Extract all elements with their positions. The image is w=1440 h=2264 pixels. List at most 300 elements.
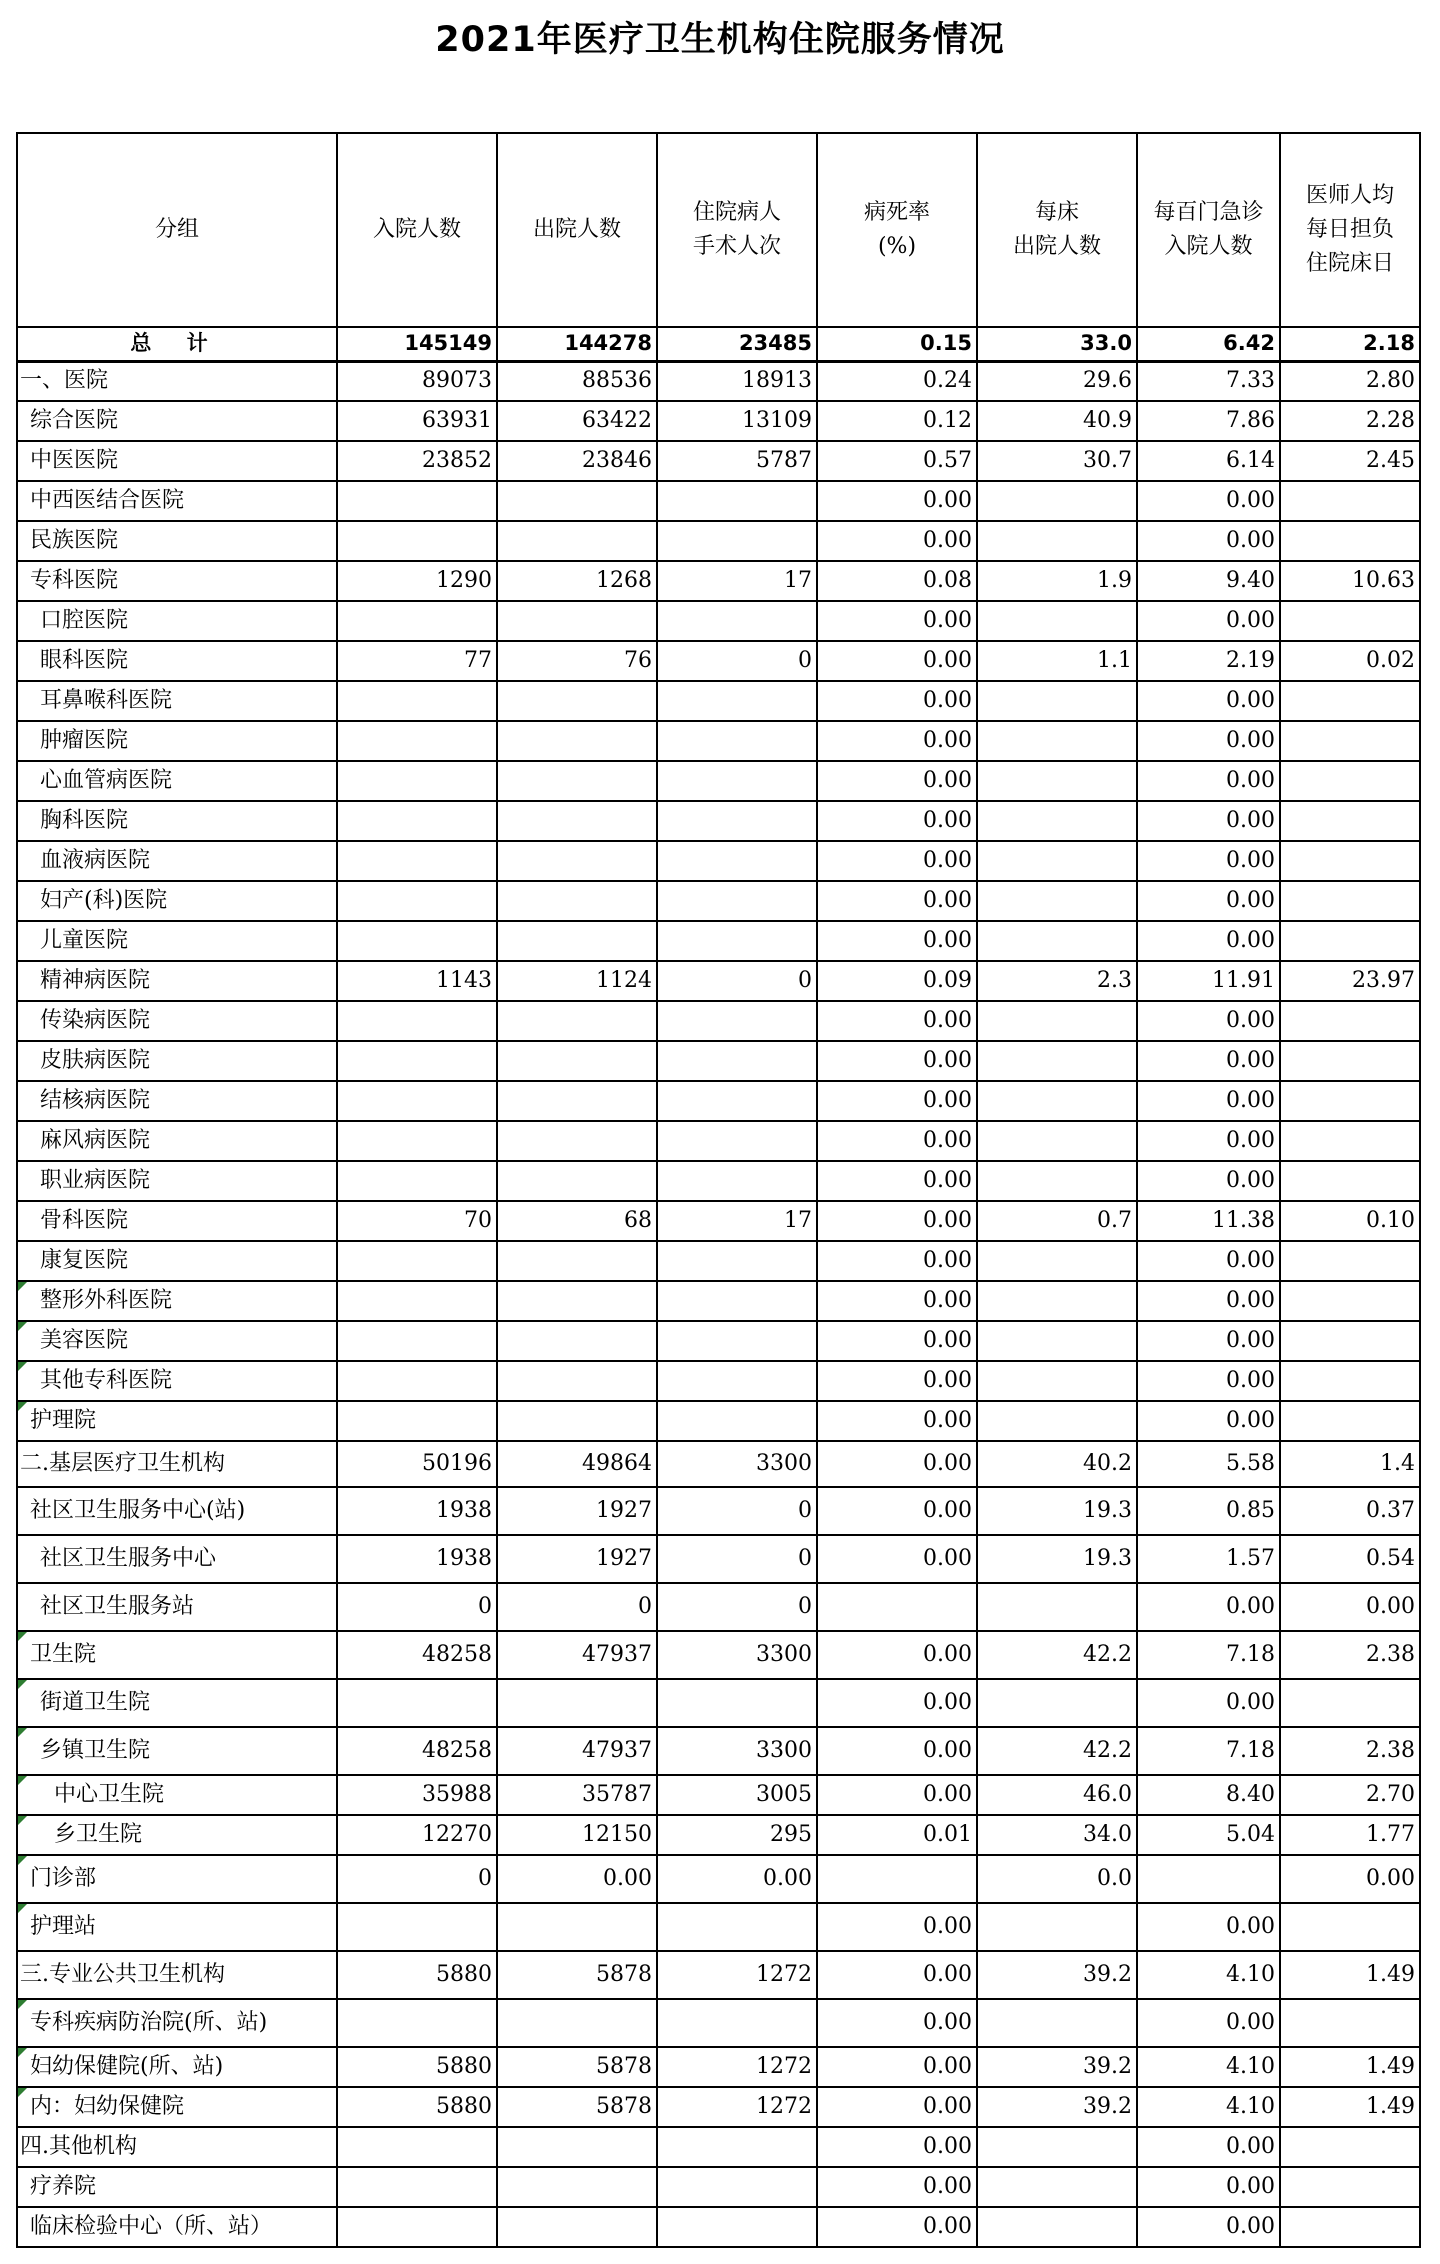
table-cell bbox=[977, 881, 1137, 921]
table-cell: 5880 bbox=[337, 2047, 497, 2087]
table-cell: 0.08 bbox=[817, 561, 977, 601]
table-cell bbox=[497, 1361, 657, 1401]
table-cell: 9.40 bbox=[1137, 561, 1280, 601]
table-cell: 1.1 bbox=[977, 641, 1137, 681]
table-cell bbox=[1280, 921, 1420, 961]
table-row bbox=[17, 921, 1420, 961]
table-cell bbox=[1280, 521, 1420, 561]
page-title: 2021年医疗卫生机构住院服务情况 bbox=[435, 20, 1005, 60]
table-cell: 23485 bbox=[657, 327, 817, 361]
table-cell bbox=[1280, 881, 1420, 921]
table-cell bbox=[497, 1001, 657, 1041]
table-cell: 5.04 bbox=[1137, 1815, 1280, 1855]
table-cell bbox=[497, 2127, 657, 2167]
table-cell bbox=[337, 1241, 497, 1281]
row-label: 社区卫生服务中心(站) bbox=[17, 1487, 337, 1535]
table-cell bbox=[977, 601, 1137, 641]
table-cell bbox=[1280, 1001, 1420, 1041]
table-cell: 0.00 bbox=[1137, 1321, 1280, 1361]
table-cell bbox=[977, 2127, 1137, 2167]
row-label: 口腔医院 bbox=[17, 601, 337, 641]
table-cell: 0.02 bbox=[1280, 641, 1420, 681]
table-cell bbox=[497, 841, 657, 881]
table-cell: 68 bbox=[497, 1201, 657, 1241]
table-cell: 0.00 bbox=[817, 921, 977, 961]
table-row bbox=[17, 1121, 1420, 1161]
cell-marker-icon bbox=[18, 1728, 27, 1737]
header-row bbox=[17, 133, 1420, 327]
table-cell bbox=[1280, 481, 1420, 521]
table-cell bbox=[817, 1583, 977, 1631]
table-cell bbox=[657, 1679, 817, 1727]
table-cell bbox=[1280, 841, 1420, 881]
table-cell bbox=[1280, 1081, 1420, 1121]
table-cell bbox=[337, 2127, 497, 2167]
table-row bbox=[17, 1951, 1420, 1999]
table-cell: 0 bbox=[657, 1487, 817, 1535]
table-cell bbox=[977, 841, 1137, 881]
table-cell: 1.77 bbox=[1280, 1815, 1420, 1855]
table-cell bbox=[657, 1361, 817, 1401]
table-cell bbox=[497, 1903, 657, 1951]
table-cell: 0.00 bbox=[817, 2047, 977, 2087]
table-cell: 40.2 bbox=[977, 1441, 1137, 1487]
table-cell bbox=[1280, 1361, 1420, 1401]
row-label: 社区卫生服务站 bbox=[17, 1583, 337, 1631]
table-cell: 4.10 bbox=[1137, 2087, 1280, 2127]
table-cell: 0.00 bbox=[1280, 1855, 1420, 1903]
table-cell: 17 bbox=[657, 1201, 817, 1241]
table-cell bbox=[657, 1401, 817, 1441]
table-cell: 0.00 bbox=[817, 1487, 977, 1535]
table-cell: 5880 bbox=[337, 1951, 497, 1999]
table-cell: 0.00 bbox=[1137, 1999, 1280, 2047]
row-label: 综合医院 bbox=[17, 401, 337, 441]
row-label: 专科疾病防治院(所、站) bbox=[17, 1999, 337, 2047]
table-cell bbox=[657, 1321, 817, 1361]
table-cell: 0.00 bbox=[1137, 681, 1280, 721]
row-label: 其他专科医院 bbox=[17, 1361, 337, 1401]
table-cell bbox=[977, 1583, 1137, 1631]
table-row bbox=[17, 1815, 1420, 1855]
table-cell bbox=[497, 801, 657, 841]
row-label: 民族医院 bbox=[17, 521, 337, 561]
column-header: 住院病人 手术人次 bbox=[657, 133, 817, 327]
table-cell: 0.00 bbox=[817, 1727, 977, 1775]
table-cell bbox=[337, 1679, 497, 1727]
table-row bbox=[17, 1441, 1420, 1487]
row-label: 门诊部 bbox=[17, 1855, 337, 1903]
table-cell bbox=[657, 1281, 817, 1321]
table-cell: 11.91 bbox=[1137, 961, 1280, 1001]
table-cell: 76 bbox=[497, 641, 657, 681]
row-label: 临床检验中心（所、站） bbox=[17, 2207, 337, 2247]
table-cell: 11.38 bbox=[1137, 1201, 1280, 1241]
table-cell: 0 bbox=[657, 641, 817, 681]
row-label: 整形外科医院 bbox=[17, 1281, 337, 1321]
table-cell: 0 bbox=[657, 961, 817, 1001]
row-label: 肿瘤医院 bbox=[17, 721, 337, 761]
table-cell bbox=[977, 1121, 1137, 1161]
table-cell bbox=[977, 521, 1137, 561]
table-row bbox=[17, 1041, 1420, 1081]
row-label: 三.专业公共卫生机构 bbox=[17, 1951, 337, 1999]
row-label: 中西医结合医院 bbox=[17, 481, 337, 521]
table-cell bbox=[337, 1281, 497, 1321]
row-label: 结核病医院 bbox=[17, 1081, 337, 1121]
table-cell: 0.00 bbox=[817, 1121, 977, 1161]
table-cell bbox=[1137, 1855, 1280, 1903]
column-header: 病死率 (%) bbox=[817, 133, 977, 327]
table-cell bbox=[977, 721, 1137, 761]
table-cell: 0 bbox=[657, 1583, 817, 1631]
row-label: 疗养院 bbox=[17, 2167, 337, 2207]
table-cell bbox=[977, 2167, 1137, 2207]
table-cell: 70 bbox=[337, 1201, 497, 1241]
table-row bbox=[17, 1401, 1420, 1441]
table-cell bbox=[337, 1041, 497, 1081]
column-header: 分组 bbox=[17, 133, 337, 327]
row-label: 社区卫生服务中心 bbox=[17, 1535, 337, 1583]
table-row bbox=[17, 1775, 1420, 1815]
table-row bbox=[17, 2047, 1420, 2087]
table-cell: 1268 bbox=[497, 561, 657, 601]
table-cell: 0.00 bbox=[817, 1321, 977, 1361]
table-cell: 0.37 bbox=[1280, 1487, 1420, 1535]
table-cell: 1272 bbox=[657, 2047, 817, 2087]
table-cell: 2.18 bbox=[1280, 327, 1420, 361]
table-cell: 17 bbox=[657, 561, 817, 601]
table-cell: 0.85 bbox=[1137, 1487, 1280, 1535]
table-cell: 0.00 bbox=[817, 881, 977, 921]
table-cell: 6.14 bbox=[1137, 441, 1280, 481]
table-cell: 4.10 bbox=[1137, 1951, 1280, 1999]
row-label: 二.基层医疗卫生机构 bbox=[17, 1441, 337, 1487]
table-row bbox=[17, 961, 1420, 1001]
table-row bbox=[17, 1001, 1420, 1041]
table-cell bbox=[657, 481, 817, 521]
row-label: 麻风病医院 bbox=[17, 1121, 337, 1161]
table-cell bbox=[337, 1001, 497, 1041]
table-cell: 0.00 bbox=[817, 1775, 977, 1815]
table-cell: 88536 bbox=[497, 361, 657, 401]
table-cell bbox=[657, 1241, 817, 1281]
table-cell bbox=[977, 1001, 1137, 1041]
table-cell: 145149 bbox=[337, 327, 497, 361]
table-cell: 0.00 bbox=[817, 1201, 977, 1241]
table-cell bbox=[977, 1999, 1137, 2047]
column-header: 入院人数 bbox=[337, 133, 497, 327]
cell-marker-icon bbox=[18, 1904, 27, 1913]
table-cell bbox=[657, 761, 817, 801]
table-cell bbox=[1280, 1999, 1420, 2047]
table-cell: 0.0 bbox=[977, 1855, 1137, 1903]
table-cell bbox=[337, 761, 497, 801]
table-cell bbox=[657, 2167, 817, 2207]
table-cell: 47937 bbox=[497, 1631, 657, 1679]
table-cell: 1927 bbox=[497, 1487, 657, 1535]
table-cell: 2.80 bbox=[1280, 361, 1420, 401]
table-cell bbox=[1280, 1041, 1420, 1081]
table-cell bbox=[657, 2127, 817, 2167]
table-cell: 0.00 bbox=[1137, 2207, 1280, 2247]
table-cell bbox=[977, 1241, 1137, 1281]
table-cell: 29.6 bbox=[977, 361, 1137, 401]
table-cell bbox=[657, 881, 817, 921]
row-label: 传染病医院 bbox=[17, 1001, 337, 1041]
table-cell: 0.00 bbox=[817, 1281, 977, 1321]
table-cell: 1124 bbox=[497, 961, 657, 1001]
table-cell: 0.00 bbox=[817, 1441, 977, 1487]
table-row bbox=[17, 601, 1420, 641]
row-label: 妇产(科)医院 bbox=[17, 881, 337, 921]
table-row bbox=[17, 681, 1420, 721]
table-cell bbox=[1280, 1161, 1420, 1201]
table-cell: 0.7 bbox=[977, 1201, 1137, 1241]
table-cell: 1938 bbox=[337, 1535, 497, 1583]
table-cell bbox=[337, 2167, 497, 2207]
row-label: 妇幼保健院(所、站) bbox=[17, 2047, 337, 2087]
table-cell bbox=[817, 1855, 977, 1903]
table-row bbox=[17, 1855, 1420, 1903]
table-cell: 0.00 bbox=[817, 2087, 977, 2127]
table-cell bbox=[497, 761, 657, 801]
table-cell: 0.00 bbox=[817, 2167, 977, 2207]
table-cell: 0.00 bbox=[817, 1241, 977, 1281]
table-cell: 1.57 bbox=[1137, 1535, 1280, 1583]
table-row bbox=[17, 481, 1420, 521]
table-cell bbox=[497, 921, 657, 961]
row-label: 一、医院 bbox=[17, 361, 337, 401]
table-cell: 1927 bbox=[497, 1535, 657, 1583]
table-cell: 48258 bbox=[337, 1631, 497, 1679]
row-label: 中心卫生院 bbox=[17, 1775, 337, 1815]
table-cell bbox=[977, 1281, 1137, 1321]
table-cell bbox=[657, 1161, 817, 1201]
table-cell bbox=[657, 1001, 817, 1041]
table-cell: 1272 bbox=[657, 1951, 817, 1999]
table-row bbox=[17, 1535, 1420, 1583]
table-cell bbox=[1280, 721, 1420, 761]
table-cell bbox=[977, 1679, 1137, 1727]
table-cell: 0.00 bbox=[1137, 761, 1280, 801]
table-cell: 0.00 bbox=[1137, 1583, 1280, 1631]
table-cell: 7.33 bbox=[1137, 361, 1280, 401]
table-cell bbox=[1280, 681, 1420, 721]
table-cell bbox=[977, 481, 1137, 521]
total-row bbox=[17, 327, 1420, 361]
row-label: 耳鼻喉科医院 bbox=[17, 681, 337, 721]
cell-marker-icon bbox=[18, 1856, 27, 1865]
table-cell bbox=[1280, 1281, 1420, 1321]
table-cell bbox=[497, 1041, 657, 1081]
table-cell: 0.00 bbox=[817, 1535, 977, 1583]
table-cell: 2.38 bbox=[1280, 1727, 1420, 1775]
table-cell bbox=[1280, 1679, 1420, 1727]
table-cell: 10.63 bbox=[1280, 561, 1420, 601]
table-cell: 1143 bbox=[337, 961, 497, 1001]
table-cell bbox=[657, 1041, 817, 1081]
table-cell bbox=[1280, 601, 1420, 641]
column-header: 每床 出院人数 bbox=[977, 133, 1137, 327]
table-cell bbox=[1280, 1121, 1420, 1161]
row-label: 卫生院 bbox=[17, 1631, 337, 1679]
table-cell bbox=[1280, 2207, 1420, 2247]
table-cell: 49864 bbox=[497, 1441, 657, 1487]
table-cell: 0.00 bbox=[817, 1161, 977, 1201]
table-cell: 0.01 bbox=[817, 1815, 977, 1855]
table-cell: 34.0 bbox=[977, 1815, 1137, 1855]
table-cell bbox=[1280, 1903, 1420, 1951]
table-cell bbox=[337, 481, 497, 521]
table-cell bbox=[337, 601, 497, 641]
table-cell: 13109 bbox=[657, 401, 817, 441]
table-cell: 1.49 bbox=[1280, 2047, 1420, 2087]
row-label: 美容医院 bbox=[17, 1321, 337, 1361]
table-cell: 23846 bbox=[497, 441, 657, 481]
row-label: 中医医院 bbox=[17, 441, 337, 481]
row-label: 血液病医院 bbox=[17, 841, 337, 881]
table-cell: 42.2 bbox=[977, 1631, 1137, 1679]
row-label: 眼科医院 bbox=[17, 641, 337, 681]
table-cell bbox=[977, 681, 1137, 721]
table-cell bbox=[497, 601, 657, 641]
table-cell: 1.4 bbox=[1280, 1441, 1420, 1487]
table-cell bbox=[337, 1361, 497, 1401]
table-cell: 39.2 bbox=[977, 2047, 1137, 2087]
table-cell bbox=[977, 1041, 1137, 1081]
table-cell bbox=[977, 801, 1137, 841]
table-cell bbox=[977, 761, 1137, 801]
table-cell bbox=[1280, 2127, 1420, 2167]
table-row bbox=[17, 721, 1420, 761]
table-cell: 0.00 bbox=[817, 2207, 977, 2247]
table-cell bbox=[657, 921, 817, 961]
table-cell bbox=[977, 2207, 1137, 2247]
table-cell: 5787 bbox=[657, 441, 817, 481]
table-cell: 0.00 bbox=[1137, 1361, 1280, 1401]
table-cell: 0.00 bbox=[1137, 1001, 1280, 1041]
table-cell bbox=[657, 601, 817, 641]
cell-marker-icon bbox=[18, 2088, 27, 2097]
table-cell: 6.42 bbox=[1137, 327, 1280, 361]
table-cell bbox=[497, 1999, 657, 2047]
table-cell bbox=[1280, 1241, 1420, 1281]
table-cell: 0.00 bbox=[817, 641, 977, 681]
cell-marker-icon bbox=[18, 2048, 27, 2057]
table-cell: 2.45 bbox=[1280, 441, 1420, 481]
table-cell: 0.00 bbox=[1137, 1679, 1280, 1727]
table-cell: 0.00 bbox=[497, 1855, 657, 1903]
table-cell: 0.00 bbox=[1137, 1121, 1280, 1161]
table-cell: 89073 bbox=[337, 361, 497, 401]
table-cell bbox=[497, 1401, 657, 1441]
table-row bbox=[17, 2127, 1420, 2167]
table-row bbox=[17, 1321, 1420, 1361]
table-cell: 0.00 bbox=[1137, 721, 1280, 761]
table-row bbox=[17, 841, 1420, 881]
table-cell bbox=[1280, 801, 1420, 841]
table-row bbox=[17, 1727, 1420, 1775]
table-cell: 0.00 bbox=[1137, 1161, 1280, 1201]
table-cell: 3300 bbox=[657, 1441, 817, 1487]
cell-marker-icon bbox=[18, 1362, 27, 1371]
table-cell: 0.00 bbox=[817, 521, 977, 561]
row-label: 护理站 bbox=[17, 1903, 337, 1951]
table-cell bbox=[497, 1281, 657, 1321]
table-cell bbox=[977, 1161, 1137, 1201]
table-cell bbox=[657, 1081, 817, 1121]
table-row bbox=[17, 2167, 1420, 2207]
table-row bbox=[17, 881, 1420, 921]
table-cell: 0.00 bbox=[817, 721, 977, 761]
table-cell: 50196 bbox=[337, 1441, 497, 1487]
row-label: 心血管病医院 bbox=[17, 761, 337, 801]
table-cell: 0.00 bbox=[817, 1361, 977, 1401]
table-cell bbox=[337, 721, 497, 761]
table-cell: 0.00 bbox=[1137, 1281, 1280, 1321]
table-cell: 1272 bbox=[657, 2087, 817, 2127]
table-cell bbox=[977, 1081, 1137, 1121]
table-cell: 77 bbox=[337, 641, 497, 681]
table-row bbox=[17, 1631, 1420, 1679]
table-cell: 5878 bbox=[497, 1951, 657, 1999]
table-cell: 35787 bbox=[497, 1775, 657, 1815]
table-cell bbox=[497, 1321, 657, 1361]
table-cell: 18913 bbox=[657, 361, 817, 401]
cell-marker-icon bbox=[18, 1402, 27, 1411]
table-row bbox=[17, 361, 1420, 401]
table-cell: 0.54 bbox=[1280, 1535, 1420, 1583]
table-cell bbox=[497, 521, 657, 561]
table-cell bbox=[497, 721, 657, 761]
table-cell: 2.38 bbox=[1280, 1631, 1420, 1679]
table-row bbox=[17, 2087, 1420, 2127]
table-cell bbox=[497, 1081, 657, 1121]
table-cell: 1.9 bbox=[977, 561, 1137, 601]
table-cell: 144278 bbox=[497, 327, 657, 361]
table-cell: 1290 bbox=[337, 561, 497, 601]
table-cell: 39.2 bbox=[977, 1951, 1137, 1999]
table-cell: 0.15 bbox=[817, 327, 977, 361]
table-cell: 63422 bbox=[497, 401, 657, 441]
table-cell bbox=[657, 801, 817, 841]
table-cell bbox=[657, 2207, 817, 2247]
table-cell: 0.00 bbox=[1137, 921, 1280, 961]
table-cell: 0 bbox=[497, 1583, 657, 1631]
table-cell: 23852 bbox=[337, 441, 497, 481]
table-row bbox=[17, 1281, 1420, 1321]
table-cell: 0 bbox=[337, 1583, 497, 1631]
table-cell: 0 bbox=[337, 1855, 497, 1903]
table-cell bbox=[497, 681, 657, 721]
row-label: 四.其他机构 bbox=[17, 2127, 337, 2167]
table-cell: 35988 bbox=[337, 1775, 497, 1815]
table-cell: 0.00 bbox=[1137, 601, 1280, 641]
table-cell bbox=[497, 881, 657, 921]
row-label: 职业病医院 bbox=[17, 1161, 337, 1201]
table-cell bbox=[337, 1081, 497, 1121]
table-cell bbox=[1280, 1321, 1420, 1361]
table-cell bbox=[497, 1241, 657, 1281]
table-row bbox=[17, 1241, 1420, 1281]
table-cell: 7.18 bbox=[1137, 1631, 1280, 1679]
table-cell bbox=[977, 1401, 1137, 1441]
table-cell bbox=[497, 1161, 657, 1201]
table-cell: 0.00 bbox=[1137, 881, 1280, 921]
table-row bbox=[17, 761, 1420, 801]
table-cell bbox=[337, 1121, 497, 1161]
